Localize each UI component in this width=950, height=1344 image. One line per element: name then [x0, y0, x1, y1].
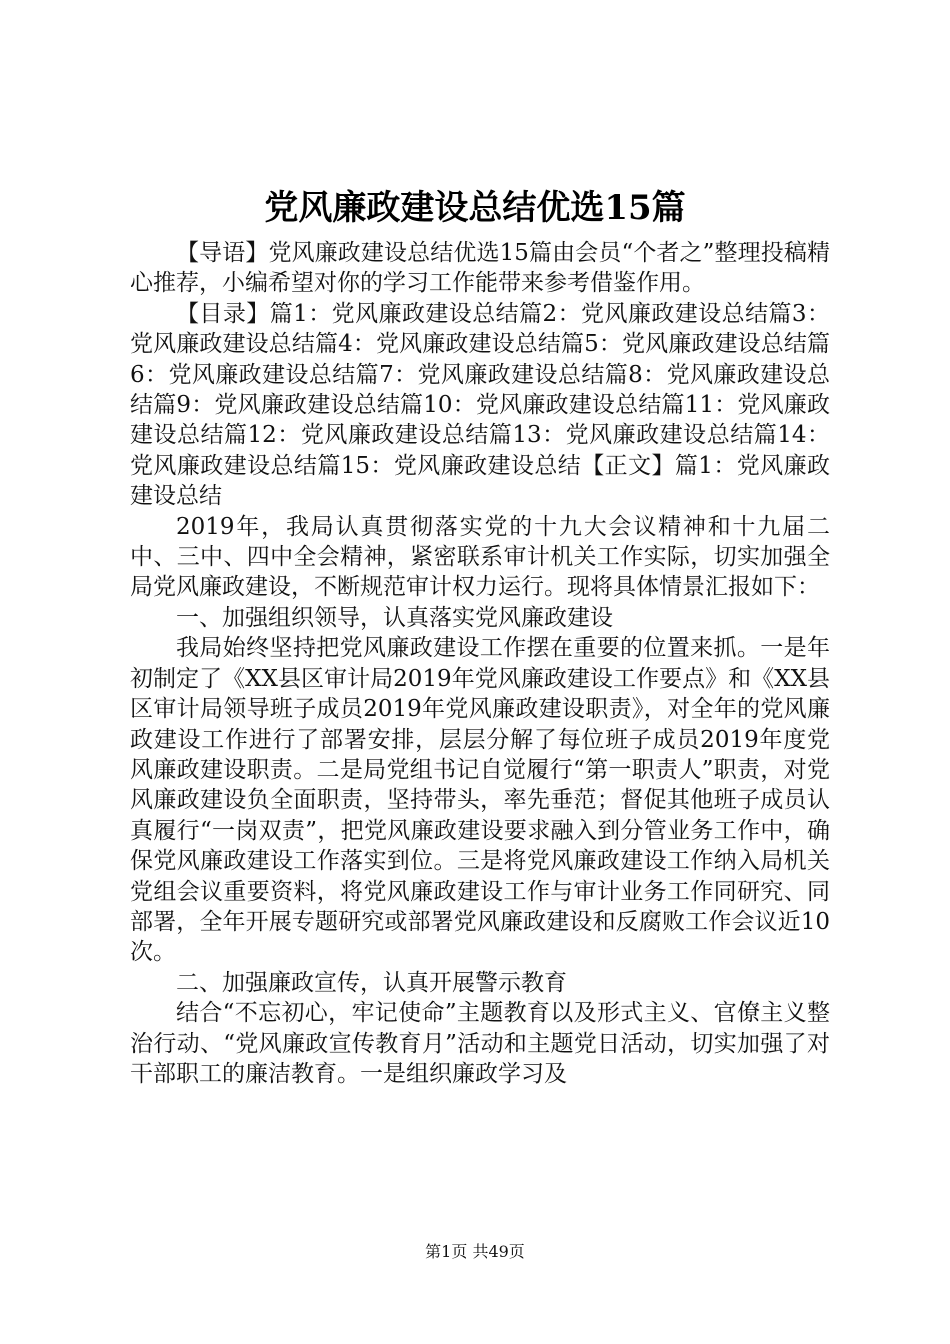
paragraph-section-2: 结合“不忘初心，牢记使命”主题教育以及形式主义、官僚主义整治行动、“党风廉政宣传教育月”活动和主题党日活动，切实加强了对干部职工的廉洁教育。一是组织廉政学习及	[130, 1000, 830, 1087]
section-heading-2: 二、加强廉政宣传，认真开展警示教育	[176, 969, 567, 996]
paragraph-contents: 【目录】篇1：党风廉政建设总结篇2：党风廉政建设总结篇3：党风廉政建设总结篇4：党风廉政建设总结篇5：党风廉政建设总结篇6：党风廉政建设总结篇7：党风廉政建设总结篇8：党风廉政建设总结篇9：党风廉政建设总结篇10：党风廉政建设总结篇11：党风廉政建设总结篇12：党风廉政建设总结篇13：党风廉政建设总结篇14：党风廉政建设总结篇15：党风廉政建设总结【正文】篇1：党风廉政建设总结	[130, 300, 830, 510]
paragraph-overview: 2019年，我局认真贯彻落实党的十九大会议精神和十九届二中、三中、四中全会精神，紧密联系审计机关工作实际，切实加强全局党风廉政建设，不断规范审计权力运行。现将具体情景汇报如下：	[130, 513, 830, 601]
document-title: 党风廉政建设总结优选15篇	[264, 188, 686, 228]
document-body	[130, 238, 830, 1089]
paragraph-section-1: 我局始终坚持把党风廉政建设工作摆在重要的位置来抓。一是年初制定了《XX县区审计局2019年党风廉政建设工作要点》和《XX县区审计局领导班子成员2019年党风廉政建设职责》，对全年的党风廉政建设工作进行了部署安排，层层分解了每位班子成员2019年度党风廉政建设职责。二是局党组书记自觉履行“第一职责人”职责，对党风廉政建设负全面职责，坚持带头，率先垂范；督促其他班子成员认真履行“一岗双责”，把党风廉政建设要求融入到分管业务工作中，确保党风廉政建设工作落实到位。三是将党风廉政建设工作纳入局机关党组会议重要资料，将党风廉政建设工作与审计业务工作同研究、同部署，全年开展专题研究或部署党风廉政建设和反腐败工作会议近10次。	[130, 635, 830, 966]
section-heading-1: 一、加强组织领导，认真落实党风廉政建设	[176, 604, 613, 631]
paragraph-intro: 【导语】党风廉政建设总结优选15篇由会员“个者之”整理投稿精心推荐，小编希望对你的学习工作能带来参考借鉴作用。	[130, 240, 830, 297]
page-number-footer: 第1页 共49页	[425, 1242, 525, 1261]
